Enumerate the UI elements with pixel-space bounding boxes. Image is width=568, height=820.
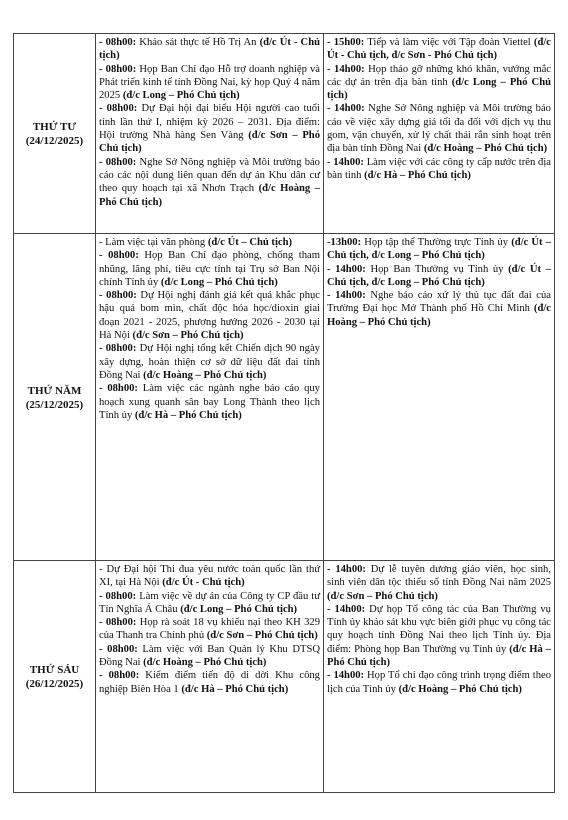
schedule-entry <box>99 342 320 382</box>
entry-time: - 08h00: <box>99 643 138 655</box>
entry-person: (đ/c Long – Phó Chủ tịch) <box>122 90 240 102</box>
day-date: (24/12/2025) <box>25 135 84 147</box>
day-name: THỨ SÁU <box>29 664 80 676</box>
day-date: (25/12/2025) <box>25 398 84 411</box>
entry-person: (đ/c Hà – Phó Chủ tịch) <box>134 409 242 421</box>
entry-time: - 14h00: <box>327 263 366 275</box>
entry-time: - 08h00: <box>99 250 139 262</box>
afternoon-cell <box>324 234 555 561</box>
entry-person: (đ/c Út - Chủ tịch) <box>99 37 320 62</box>
schedule-entry <box>99 102 320 155</box>
schedule-entry <box>99 616 320 643</box>
entry-person: (đ/c Hoàng – Phó Chủ tịch) <box>423 143 548 155</box>
schedule-entry <box>99 36 320 63</box>
entry-text: Kiểm điểm tiến độ di dời Khu công nghiệp Biên Hòa 1 <box>99 670 320 695</box>
entry-text: Nghe báo cáo xử lý thủ tục đất đai của Trường Đại học Mở Thành phố Hồ Chí Minh <box>327 290 551 315</box>
entry-person: (đ/c Sơn – Phó Chủ tịch) <box>99 130 320 155</box>
entry-text: - Làm việc tại văn phòng <box>99 237 208 248</box>
entry-text: Họp tập thể Thường trực Tỉnh ủy <box>361 237 512 248</box>
morning-cell <box>96 34 324 234</box>
entry-text: Họp Ban Chỉ đạo Hỗ trợ doanh nghiệp và Phát triển kinh tế tỉnh Đồng Nai, kỳ họp Quý 4 năm 2025 <box>99 63 320 102</box>
schedule-row-thursday <box>14 234 555 561</box>
entry-text: Dự lễ tuyên dương giáo viên, học sinh, sinh viên dân tộc thiểu số tỉnh Đồng Nai năm 2025 <box>327 564 551 589</box>
entry-time: - 14h00: <box>327 564 366 575</box>
entry-person: (đ/c Hà – Phó Chủ tịch) <box>327 643 551 669</box>
entry-time: - 08h00: <box>99 156 137 168</box>
entry-time: -13h00: <box>327 237 362 248</box>
entry-time: - 08h00: <box>99 617 137 629</box>
entry-person: (đ/c Hoàng – Phó Chủ tịch) <box>327 303 551 328</box>
entry-time: - 08h00: <box>99 343 137 355</box>
schedule-entry <box>327 102 551 155</box>
entry-time: - 14h00: <box>327 290 366 302</box>
morning-cell <box>96 561 324 793</box>
schedule-entry <box>327 669 551 696</box>
entry-text: Dự Hội nghị đánh giá kết quả khắc phục hậu quả bom mìn, chất độc hóa học/dioxin giai đoạn 2021 - 2025, phương hướng 2026 - 2030 tại Hà Nội <box>99 290 320 342</box>
afternoon-cell <box>324 34 555 234</box>
entry-time: - 14h00: <box>327 603 366 615</box>
entry-person: (đ/c Sơn – Phó Chủ tịch) <box>327 590 438 602</box>
entry-time: - 08h00: <box>99 63 137 75</box>
entry-person: (đ/c Hà – Phó Chủ tịch) <box>364 169 471 181</box>
entry-time: - 08h00: <box>99 590 137 602</box>
entry-text: Họp Tổ chỉ đạo công trình trọng điểm theo lịch của Tỉnh ủy <box>327 670 551 695</box>
entry-text: Dự Hội nghị tổng kết Chiến dịch 90 ngày xây dựng, hoàn thiện cơ sở dữ liệu đất đai tỉnh Đồng Nai <box>99 343 320 381</box>
entry-person: (đ/c Sơn – Phó Chủ tịch) <box>206 630 318 642</box>
schedule-entry <box>327 236 551 263</box>
entry-person: (đ/c Út - Chủ tịch) <box>162 577 245 589</box>
entry-time: - 08h00: <box>99 670 140 682</box>
schedule-entry <box>99 669 320 696</box>
schedule-table <box>13 33 555 793</box>
entry-text: Làm việc với Ban Quản lý Khu DTSQ Đồng Nai <box>99 643 320 669</box>
entry-text: Làm việc với các công ty cấp nước trên địa bàn tỉnh <box>327 156 551 181</box>
afternoon-cell <box>324 561 555 793</box>
entry-text: Khảo sát thực tế Hồ Trị An <box>136 37 260 48</box>
schedule-entry <box>99 590 320 617</box>
entry-time: - 08h00: <box>99 290 137 302</box>
entry-person: (đ/c Hoàng – Phó Chủ tịch) <box>99 183 320 208</box>
entry-text: Họp rà soát 18 vụ khiếu nại theo KH 329 của Thanh tra Chính phủ <box>99 617 320 642</box>
schedule-entry <box>99 643 320 670</box>
entry-person: (đ/c Út – Chủ tịch, đ/c Long – Phó Chủ tịch) <box>327 263 551 288</box>
entry-text: Làm việc các ngành nghe báo cáo quy hoạch xung quanh sân bay Long Thành theo lịch Tỉnh ủy <box>99 383 320 421</box>
entry-text: Làm việc về dự án của Công ty CP đầu tư Tín Nghĩa Á Châu <box>99 590 320 615</box>
entry-text: Họp tháo gỡ những khó khăn, vướng mắc các dự án trên địa bàn tỉnh <box>327 63 551 88</box>
entry-person: (đ/c Hoàng – Phó Chủ tịch) <box>143 657 267 669</box>
schedule-row-friday <box>14 561 555 793</box>
schedule-entry <box>99 563 320 590</box>
entry-time: - 15h00: <box>327 37 365 48</box>
entry-person: (đ/c Long – Phó Chủ tịch) <box>327 76 551 102</box>
morning-cell <box>96 234 324 561</box>
entry-person: (đ/c Út – Chủ tịch, đ/c Long – Phó Chủ tịch) <box>327 237 551 262</box>
entry-person: (đ/c Út - Chủ tịch, đ/c Sơn - Phó Chủ tịch) <box>327 37 551 62</box>
schedule-entry <box>327 263 551 290</box>
schedule-entry <box>99 156 320 209</box>
schedule-entry <box>99 249 320 289</box>
entry-person: (đ/c Long – Phó Chủ tịch) <box>180 603 298 615</box>
day-cell <box>14 561 96 793</box>
entry-person: (đ/c Hoàng – Phó Chủ tịch) <box>398 683 522 695</box>
schedule-entry <box>99 289 320 342</box>
day-name: THỨ TƯ <box>32 121 77 133</box>
schedule-entry <box>327 563 551 603</box>
entry-person: (đ/c Sơn – Phó Chủ tịch) <box>132 330 244 342</box>
schedule-entry <box>327 289 551 329</box>
entry-text: Dự họp Tổ công tác của Ban Thường vụ Tỉnh ủy khảo sát khu vực biên giới phục vụ công tác quy hoạch tỉnh Đồng Nai theo lịch Tỉnh ủy. Địa điểm: Phòng họp Ban Thường vụ Tỉnh ủy <box>327 603 551 655</box>
schedule-entry <box>327 36 551 63</box>
day-date: (26/12/2025) <box>25 678 84 690</box>
day-cell <box>14 234 96 561</box>
entry-time: - 14h00: <box>327 63 365 75</box>
entry-person: (đ/c Hà – Phó Chủ tịch) <box>181 683 289 695</box>
entry-time: - 14h00: <box>327 156 364 168</box>
schedule-entry <box>327 603 551 669</box>
schedule-entry <box>99 236 320 249</box>
entry-text: Họp Ban Chỉ đạo phòng, chống tham nhũng, lãng phí, tiêu cực tỉnh tại Trụ sở Ban Nội chính Tỉnh ủy <box>99 250 320 288</box>
entry-person: (đ/c Hoàng – Phó Chủ tịch) <box>143 369 267 381</box>
entry-text: Họp Ban Thường vụ Tỉnh ủy <box>365 263 509 275</box>
schedule-entry <box>327 156 551 183</box>
schedule-row-wednesday <box>14 34 555 234</box>
schedule-entry <box>99 63 320 103</box>
entry-text: - Dự Đại hội Thi đua yêu nước toàn quốc lần thứ XI, tại Hà Nội <box>99 564 320 589</box>
entry-time: - 14h00: <box>327 103 365 115</box>
entry-text: Dự Đại hội đại biểu Hội người cao tuổi tỉnh lần thứ I, nhiệm kỳ 2026 – 2031. Địa điểm: Hội trường Nhà hàng Sen Vàng <box>99 103 320 142</box>
day-name: THỨ NĂM <box>27 384 82 397</box>
entry-time: - 14h00: <box>327 670 365 682</box>
entry-time: - 08h00: <box>99 383 138 395</box>
entry-text: Nghe Sở Nông nghiệp và Môi trường báo cáo các nội dung liên quan đến dự án Khu dân cư theo quy hoạch tại xã Nhơn Trạch <box>99 156 320 195</box>
schedule-entry <box>99 382 320 422</box>
entry-person: (đ/c Long – Phó Chủ tịch) <box>160 276 278 288</box>
entry-text: Tiếp và làm việc với Tập đoàn Viettel <box>364 37 534 48</box>
entry-time: - 08h00: <box>99 103 138 115</box>
entry-person: (đ/c Út – Chủ tịch) <box>207 237 293 248</box>
day-cell <box>14 34 96 234</box>
entry-text: Nghe Sở Nông nghiệp và Môi trường báo cáo về việc xây dựng giá tối đa đối với dịch vụ thu gom, vận chuyển, xử lý chất thải rắn sinh hoạt trên địa bàn tỉnh Đồng Nai <box>327 103 551 155</box>
schedule-entry <box>327 63 551 103</box>
entry-time: - 08h00: <box>99 37 137 48</box>
